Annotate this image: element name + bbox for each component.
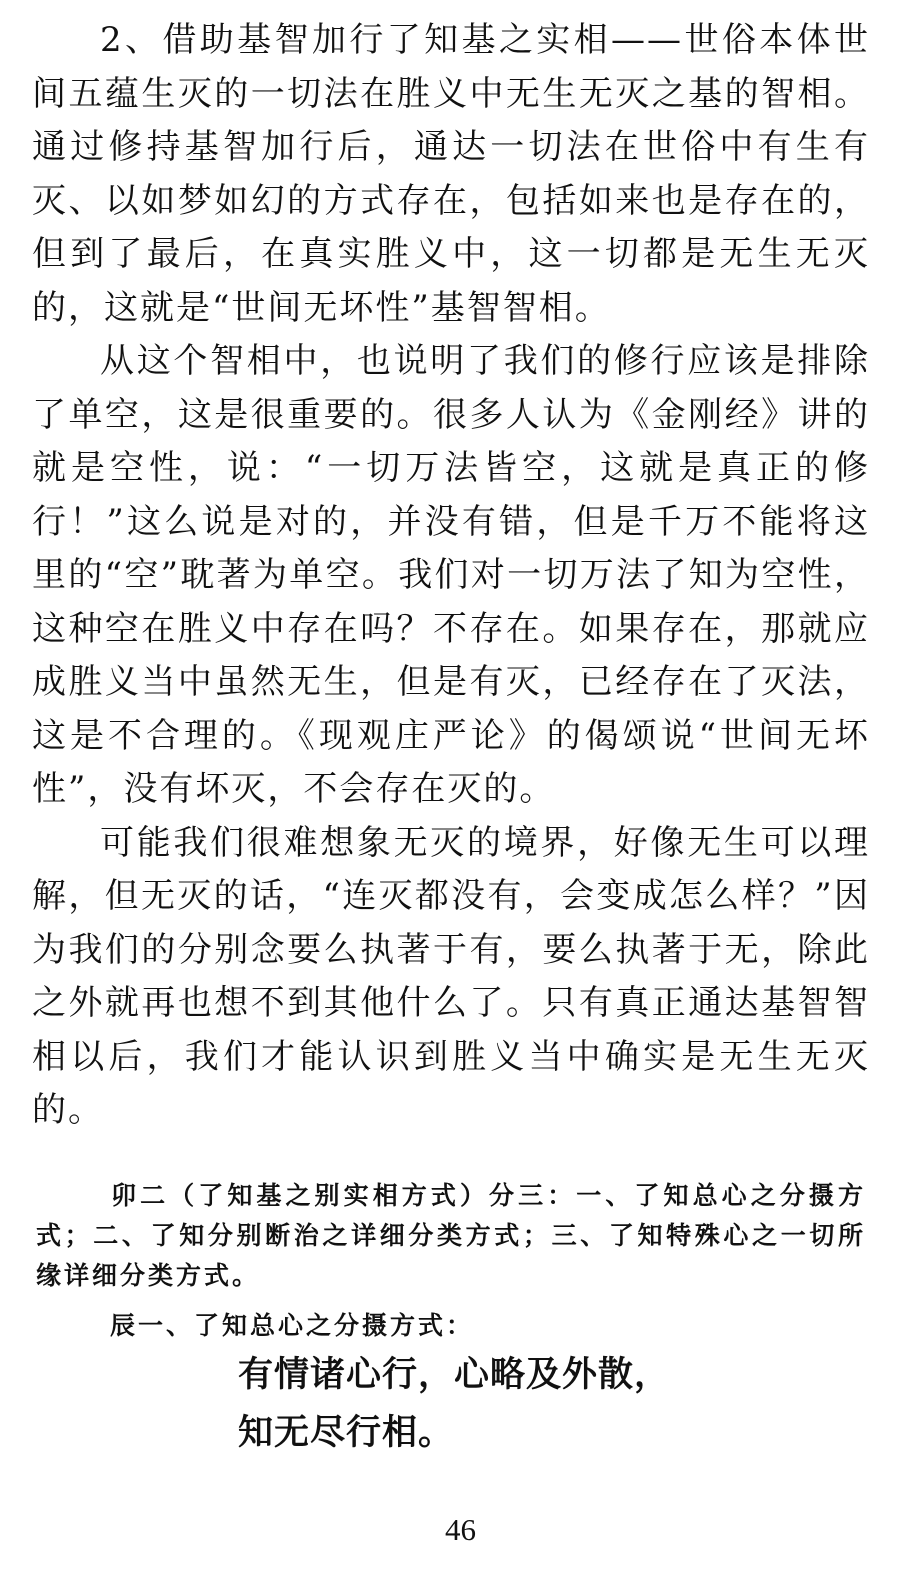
paragraph-2: 从这个智相中，也说明了我们的修行应该是排除了单空，这是很重要的。很多人认为《金刚经》讲的就是空性，说：“一切万法皆空，这就是真正的修行！”这么说是对的，并没有错，但是千万不能将这里的“空”耽著为单空。我们对一切万法了知为空性，这种空在胜义中存在吗？不存在。如果存在，那就应成胜义当中虽然无生，但是有灭，已经存在了灭法，这是不合理的。《现观庄严论》的偈颂说“世间无坏性”，没有坏灭，不会存在灭的。 — [32, 341, 870, 809]
page-number: 46 — [445, 1512, 476, 1547]
paragraph-1: 2、借助基智加行了知基之实相——世俗本体世间五蕴生灭的一切法在胜义中无生无灭之基的智相。通过修持基智加行后，通达一切法在世俗中有生有灭、以如梦如幻的方式存在，包括如来也是存在的，但到了最后，在真实胜义中，这一切都是无生无灭的，这就是“世间无坏性”基智智相。 — [32, 20, 870, 328]
verse-line-2: 知无尽行相。 — [238, 1413, 455, 1453]
verse-line-1: 有情诸心行，心略及外散， — [238, 1355, 671, 1395]
verse-block — [238, 1346, 670, 1462]
outline-subheading: 辰一、了知总心之分摄方式： — [110, 1311, 475, 1340]
body-text — [32, 14, 870, 1138]
outline-section — [36, 1176, 866, 1346]
paragraph-3: 可能我们很难想象无灭的境界，好像无生可以理解，但无灭的话，“连灭都没有，会变成怎么样？”因为我们的分别念要么执著于有，要么执著于无，除此之外就再也想不到其他什么了。只有真正通达基智智相以后，我们才能认识到胜义当中确实是无生无灭的。 — [32, 822, 870, 1130]
outline-heading: 卯二（了知基之别实相方式）分三：一、了知总心之分摄方式；二、了知分别断治之详细分类方式；三、了知特殊心之一切所缘详细分类方式。 — [36, 1181, 866, 1290]
